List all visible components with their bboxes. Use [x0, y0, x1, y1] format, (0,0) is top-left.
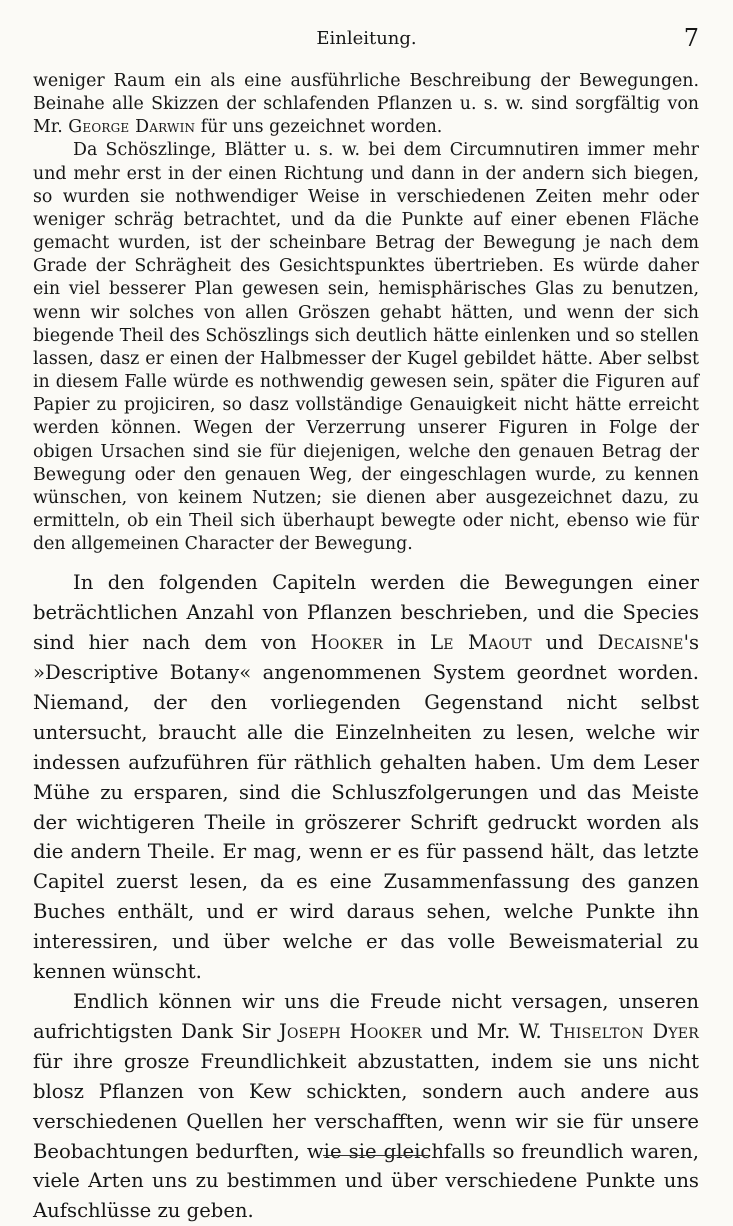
- page-header: [0, 22, 733, 52]
- person-name: Joseph Hooker: [278, 1019, 423, 1043]
- person-name: Thiselton Dyer: [550, 1019, 699, 1043]
- text-run: und Mr. W.: [430, 1019, 542, 1043]
- paragraph: Da Schöszlinge, Blätter u. s. w. bei dem Circumnutiren immer mehr und mehr erst in der einen Richtung und dann in der andern sich biegen, so wurden sie nothwendiger Weise in verschiedenen Zeiten mehr oder weniger schräg betrachtet, und da die Punkte auf einer ebenen Fläche gemacht wurden, ist der scheinbare Betrag der Bewegung je nach dem Grade der Schrägheit des Gesichtspunktes übertrieben. Es würde daher ein viel besserer Plan gewesen sein, hemisphärisches Glas zu benutzen, wenn wir solches von allen Gröszen gehabt hätten, und wenn der sich biegende Theil des Schöszlings sich deutlich hätte einlenken und so stellen lassen, dasz er einen der Halbmesser der Kugel gebildet hätte. Aber selbst in diesem Falle würde es nothwendig gewesen sein, später die Figuren auf Papier zu projiciren, so dasz vollständige Genauigkeit nicht hätte erreicht werden können. Wegen der Verzerrung unserer Figuren in Folge der obigen Ursachen sind sie für diejenigen, welche den genauen Betrag der Bewegung oder den genauen Weg, der eingeschlagen wurde, zu kennen wünschen, von keinem Nutzen; sie dienen aber ausgezeichnet dazu, zu ermitteln, ob ein Theil sich überhaupt bewegte oder nicht, ebenso wie für den allgemeinen Character der Bewegung.: [33, 140, 699, 555]
- text-run: 's »Descriptive Botany« angenommenen System geordnet worden. Niemand, der den vorliegenden Gegenstand nicht selbst untersucht, braucht alle die Einzelnheiten zu lesen, welche wir indessen aufzuführen für räthlich gehalten haben. Um dem Leser Mühe zu ersparen, sind die Schluszfolgerungen und das Meiste der wichtigeren Theile in gröszerer Schrift gedruckt worden als die andern Theile. Er mag, wenn er es für passend hält, das letzte Capitel zuerst lesen, da es eine Zusammenfassung des ganzen Buches enthält, und er wird daraus sehen, welche Punkte ihn interessiren, und über welche er das volle Beweismaterial zu kennen wünscht.: [33, 631, 700, 984]
- text-run: in: [397, 631, 417, 655]
- page-number: 7: [683, 24, 699, 52]
- text-run: für ihre grosze Freundlichkeit abzustatten, indem sie uns nicht blosz Pflanzen von Kew schickten, sondern auch andere aus verschiedenen Quellen her verschafften, wenn wir sie für unsere Beobachtungen bedurften, wie sie gleichfalls so freundlich waren, viele Arten uns zu bestimmen und über verschiedene Punkte uns Aufschlüsse zu geben.: [33, 1049, 699, 1223]
- footer-rule: [323, 1155, 429, 1156]
- text-run: In den folgenden Capiteln werden die Bewegungen einer beträchtlichen Anzahl von Pflanzen beschrieben, und die Species sind hier nach dem von: [33, 571, 699, 655]
- small-print-section: [33, 70, 699, 556]
- person-name: Decaisne: [597, 631, 684, 655]
- large-print-section: [33, 568, 699, 1226]
- body-text: [33, 70, 699, 1226]
- paragraph-continued: [33, 70, 699, 139]
- text-run: Endlich können wir uns die Freude nicht versagen, unseren aufrichtigsten Dank Sir: [33, 989, 699, 1043]
- running-title: Einleitung.: [316, 28, 417, 49]
- paragraph: [33, 987, 699, 1226]
- text-run: weniger Raum ein als eine ausführliche Beschreibung der Bewegungen. Beinahe alle Skizzen der schlafenden Pflanzen u. s. w. sind sorgfältig von Mr.: [33, 71, 699, 138]
- person-name: George Darwin: [68, 117, 196, 138]
- person-name: Le Maout: [430, 631, 532, 655]
- text-run: für uns gezeichnet worden.: [200, 117, 443, 138]
- person-name: Hooker: [310, 631, 384, 655]
- paragraph: [33, 568, 699, 987]
- text-run: und: [545, 631, 584, 655]
